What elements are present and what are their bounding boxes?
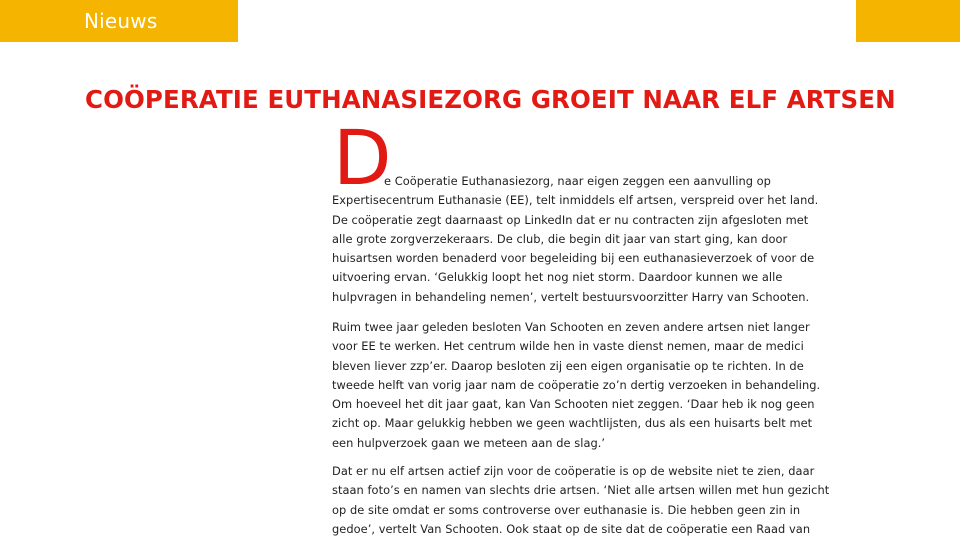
paragraph-line: Om hoeveel het dit jaar gaat, kan Van Schooten niet zeggen. ‘Daar heb ik nog geen bbox=[332, 397, 815, 412]
paragraph-line: zicht op. Maar gelukkig hebben we geen wachtlijsten, dus als een huisarts belt met bbox=[332, 416, 813, 431]
paragraph-line: een hulpverzoek gaan we meteen aan de slag.’ bbox=[332, 435, 606, 450]
decorative-tab-right bbox=[856, 0, 960, 42]
paragraph-3 bbox=[332, 462, 829, 539]
paragraph-line: gedoe’, vertelt Van Schooten. Ook staat op de site dat de coöperatie een Raad van bbox=[332, 521, 811, 536]
paragraph-line: hulpvragen in behandeling nemen’, vertelt bestuursvoorzitter Harry van Schooten. bbox=[332, 289, 810, 304]
article-title: COÖPERATIE EUTHANASIEZORG GROEIT NAAR ELF ARTSEN bbox=[85, 85, 896, 114]
paragraph-line: Dat er nu elf artsen actief zijn voor de coöperatie is op de website niet te zien, daar bbox=[332, 464, 815, 478]
paragraph-line: uitvoering ervan. ‘Gelukkig loopt het nog niet storm. Daardoor kunnen we alle bbox=[332, 270, 783, 285]
paragraph-line: op de site omdat er soms controverse over euthanasie is. Die hebben geen zin in bbox=[332, 502, 801, 517]
paragraph-line: e Coöperatie Euthanasiezorg, naar eigen zeggen een aanvulling op bbox=[384, 174, 771, 188]
paragraph-line: staan foto’s en namen van slechts drie artsen. ‘Niet alle artsen willen met hun gezicht bbox=[332, 483, 830, 498]
section-label: Nieuws bbox=[84, 9, 158, 33]
paragraph-line: Ruim twee jaar geleden besloten Van Schooten en zeven andere artsen niet langer bbox=[332, 320, 810, 334]
paragraph-line: huisartsen worden benaderd voor begeleiding bij een euthanasieverzoek of voor de bbox=[332, 251, 815, 266]
drop-cap: D bbox=[333, 113, 392, 202]
paragraph-line: De coöperatie zegt daarnaast op LinkedIn dat er nu contracten zijn afgesloten met bbox=[332, 212, 809, 227]
section-tab bbox=[0, 0, 238, 42]
paragraph-line: alle grote zorgverzekeraars. De club, die begin dit jaar van start ging, kan door bbox=[332, 231, 788, 246]
paragraph-line: voor EE te werken. Het centrum wilde hen in vaste dienst nemen, maar de medici bbox=[332, 339, 804, 354]
paragraph-line: Expertisecentrum Euthanasie (EE), telt inmiddels elf artsen, verspreid over het land. bbox=[332, 193, 819, 208]
paragraph-1 bbox=[332, 172, 818, 307]
paragraph-line: bleven liever zzp’er. Daarop besloten zij een eigen organisatie op te richten. In de bbox=[332, 358, 804, 373]
paragraph-line: tweede helft van vorig jaar nam de coöperatie zo’n dertig verzoeken in behandeling. bbox=[332, 377, 821, 392]
paragraph-2 bbox=[332, 318, 820, 453]
